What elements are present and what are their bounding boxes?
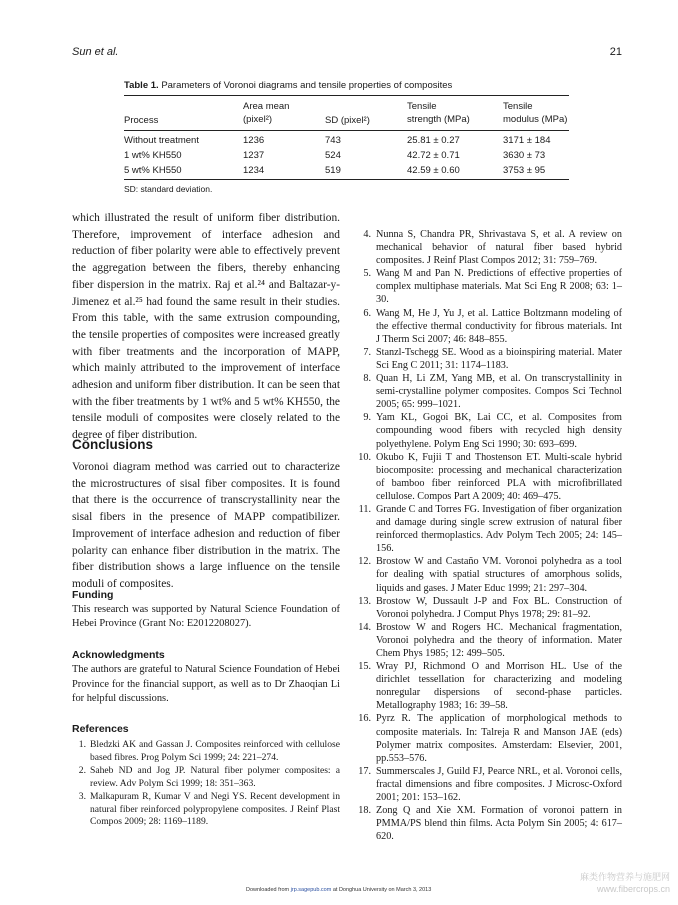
- table-cell-process: Without treatment: [124, 135, 199, 146]
- table-cell-sd: 743: [325, 135, 341, 146]
- watermark: 麻类作物营养与施肥网 www.fibercrops.cn: [579, 872, 670, 894]
- funding-heading: Funding: [72, 589, 114, 601]
- table-cell-strength: 25.81 ± 0.27: [407, 135, 460, 146]
- conclusions-text: Voronoi diagram method was carried out to characterize the microstructures of sisal fiber composites. It is found that there is the occurrence of transcrystallinity near the sisal fibers in the presence of MAPP compatibilizer. Improvement of interface adhesion and reduction of fiber polarity can enhance fiber distribution in the matrix. The fiber distribution shows a large influence on the tensile moduli of composites.: [72, 461, 340, 590]
- table-header-rule: [124, 130, 569, 131]
- table-cell-modulus: 3171 ± 184: [503, 135, 551, 146]
- list-item: 7. Stanzl-Tschegg SE. Wood as a bioinspiring material. Mater Sci Eng C 2011; 31: 1174–1183.: [363, 346, 622, 371]
- download-footer: Downloaded from jrp.sagepub.com at Donghua University on March 3, 2013: [246, 887, 432, 893]
- table-cell-sd: 519: [325, 165, 341, 176]
- table-cell-modulus: 3630 ± 73: [503, 150, 546, 161]
- table-caption: [124, 80, 452, 91]
- list-item: 4. Nunna S, Chandra PR, Shrivastava S, et al. A review on mechanical behavior of natural fiber based hybrid composites. J Reinf Plast Compos 2012; 31: 759–769.: [363, 229, 622, 267]
- list-item: 3. Malkapuram R, Kumar V and Negi YS. Recent development in natural fiber reinforced polypropylene composites. J Reinf Plast Compos 2009; 28: 1169–1189.: [78, 790, 340, 828]
- table-top-rule: [124, 95, 569, 96]
- list-item: 10. Okubo K, Fujii T and Thostenson ET. Multi-scale hybrid biocomposite: processing and mechanical characterization of bamboo fiber reinforced PLA with microfibrillated cellulose. Compos Part A 2009; 40: 469–475.: [358, 451, 622, 502]
- table-caption-text: Parameters of Voronoi diagrams and tensile properties of composites: [161, 80, 453, 91]
- table-cell-process: 1 wt% KH550: [124, 150, 182, 161]
- footer-link[interactable]: jrp.sagepub.com: [290, 887, 332, 893]
- list-item: 14. Brostow W and Rogers HC. Mechanical fragmentation, Voronoi polyhedra and the theory of information. Mater Chem Phys 1985; 12: 499–505.: [358, 621, 622, 659]
- table-header-area-2: (pixel²): [243, 114, 273, 125]
- running-title: Sun et al.: [72, 46, 119, 58]
- references-list-right: [356, 228, 622, 843]
- table-cell-area: 1237: [243, 150, 265, 161]
- table-cell-sd: 524: [325, 150, 341, 161]
- acknowledgments-heading: Acknowledgments: [72, 649, 165, 661]
- list-item: 15. Wray PJ, Richmond O and Morrison HL. Use of the dirichlet tessellation for characterizing and modeling nonregular dispersions of second-phase particles. Metallography 1983; 16: 39–58.: [358, 661, 622, 712]
- table-header-modulus-1: Tensile: [503, 101, 533, 112]
- list-item: 11. Grande C and Torres FG. Investigation of fiber organization and damage during single screw extrusion of natural fiber reinforced thermoplastics. Adv Polym Tech 2005; 24: 145–156.: [358, 503, 622, 555]
- list-item: 8. Quan H, Li ZM, Yang MB, et al. On transcrystallinity in semi-crystalline polymer composites. Compos Sci Technol 2005; 65: 999–1021.: [363, 373, 622, 411]
- table-bottom-rule: [124, 179, 569, 180]
- conclusions-heading: Conclusions: [72, 437, 154, 452]
- table-header-sd: SD (pixel²): [325, 115, 370, 126]
- table-cell-strength: 42.72 ± 0.71: [407, 150, 460, 161]
- references-list-left: [72, 739, 340, 829]
- table-cell-area: 1236: [243, 135, 265, 146]
- list-item: 9. Yam KL, Gogoi BK, Lai CC, et al. Composites from compounding wood fibers with recycled high density polyethylene. Polym Eng Sci 1990; 30: 693–699.: [363, 412, 622, 450]
- acknowledgments-text: The authors are grateful to Natural Science Foundation of Hebei Province for the financial support, as well as to Dr Zhaoqian Li for helpful discussions.: [72, 664, 340, 704]
- table-header-modulus-2: modulus (MPa): [503, 114, 568, 125]
- table-cell-process: 5 wt% KH550: [124, 165, 182, 176]
- list-item: 18. Zong Q and Xie XM. Formation of voronoi pattern in PMMA/PS blend thin films. Acta Polym Sin 2005; 4: 617–620.: [358, 805, 622, 843]
- table-header-process: Process: [124, 115, 159, 126]
- list-item: 17. Summerscales J, Guild FJ, Pearce NRL, et al. Voronoi cells, fractal dimensions and fibre composites. J Microsc-Oxford 2001; 201: 153–162.: [358, 765, 622, 804]
- body-paragraph: which illustrated the result of uniform fiber distribution. Therefore, improvement of interface adhesion and reduction of fiber polarity were able to effectively prevent the aggregation between the fibers, thereby enhancing fiber dispersion in the matrix. Raj et al.²⁴ and Baltazar-y-Jimenez et al.²⁵ had found the same result in their studies. From this table, with the same extrusion compounding, the tensile properties of composites were increased greatly with fiber treatments and the incorporation of MAPP, which mainly attributed to the improvement of interface adhesion and uniform fiber distribution. It can be seen that with the fiber treatments by 1 wt% and 5 wt% KH550, the tensile moduli of composites were closely related to the degree of fiber distribution.: [72, 212, 340, 442]
- list-item: 1. Bledzki AK and Gassan J. Composites reinforced with cellulose based fibres. Prog Polym Sci 1999; 24: 221–274.: [78, 739, 340, 763]
- page-number: 21: [609, 46, 622, 58]
- list-item: 6. Wang M, He J, Yu J, et al. Lattice Boltzmann modeling of the effective thermal conductivity for fibrous materials. Int J Therm Sci 2007; 46: 848–855.: [363, 307, 622, 345]
- table-header-area-1: Area mean: [243, 101, 290, 112]
- table-header-strength-2: strength (MPa): [407, 114, 470, 125]
- list-item: 13. Brostow W, Dussault J-P and Fox BL. Construction of Voronoi polyhedra. J Comput Phys 1978; 29: 81–92.: [358, 595, 622, 620]
- table-cell-modulus: 3753 ± 95: [503, 165, 546, 176]
- table-cell-area: 1234: [243, 165, 265, 176]
- table-cell-strength: 42.59 ± 0.60: [407, 165, 460, 176]
- list-item: 12. Brostow W and Castaño VM. Voronoi polyhedra as a tool for dealing with spatial structures of amorphous solids, liquids and gases. J Mater Educ 1999; 21: 297–304.: [358, 556, 622, 594]
- table-label: Table 1.: [124, 80, 159, 91]
- funding-text: This research was supported by Natural Science Foundation of Hebei Province (Grant No: E2012208027).: [72, 604, 340, 629]
- list-item: 5. Wang M and Pan N. Predictions of effective properties of complex multiphase materials. Mat Sci Eng R 2008; 63: 1–30.: [363, 268, 622, 306]
- table-header-strength-1: Tensile: [407, 101, 437, 112]
- list-item: 2. Saheb ND and Jog JP. Natural fiber polymer composites: a review. Adv Polym Sci 1999; 18: 351–363.: [78, 764, 340, 789]
- list-item: 16. Pyrz R. The application of morphological methods to composite materials. In: Talreja R and Manson JAE (eds) Polymer matrix composites. Amsterdam: Elsevier, 2001, pp.553–576.: [358, 713, 622, 764]
- references-heading: References: [72, 723, 129, 735]
- table-note: SD: standard deviation.: [124, 184, 213, 194]
